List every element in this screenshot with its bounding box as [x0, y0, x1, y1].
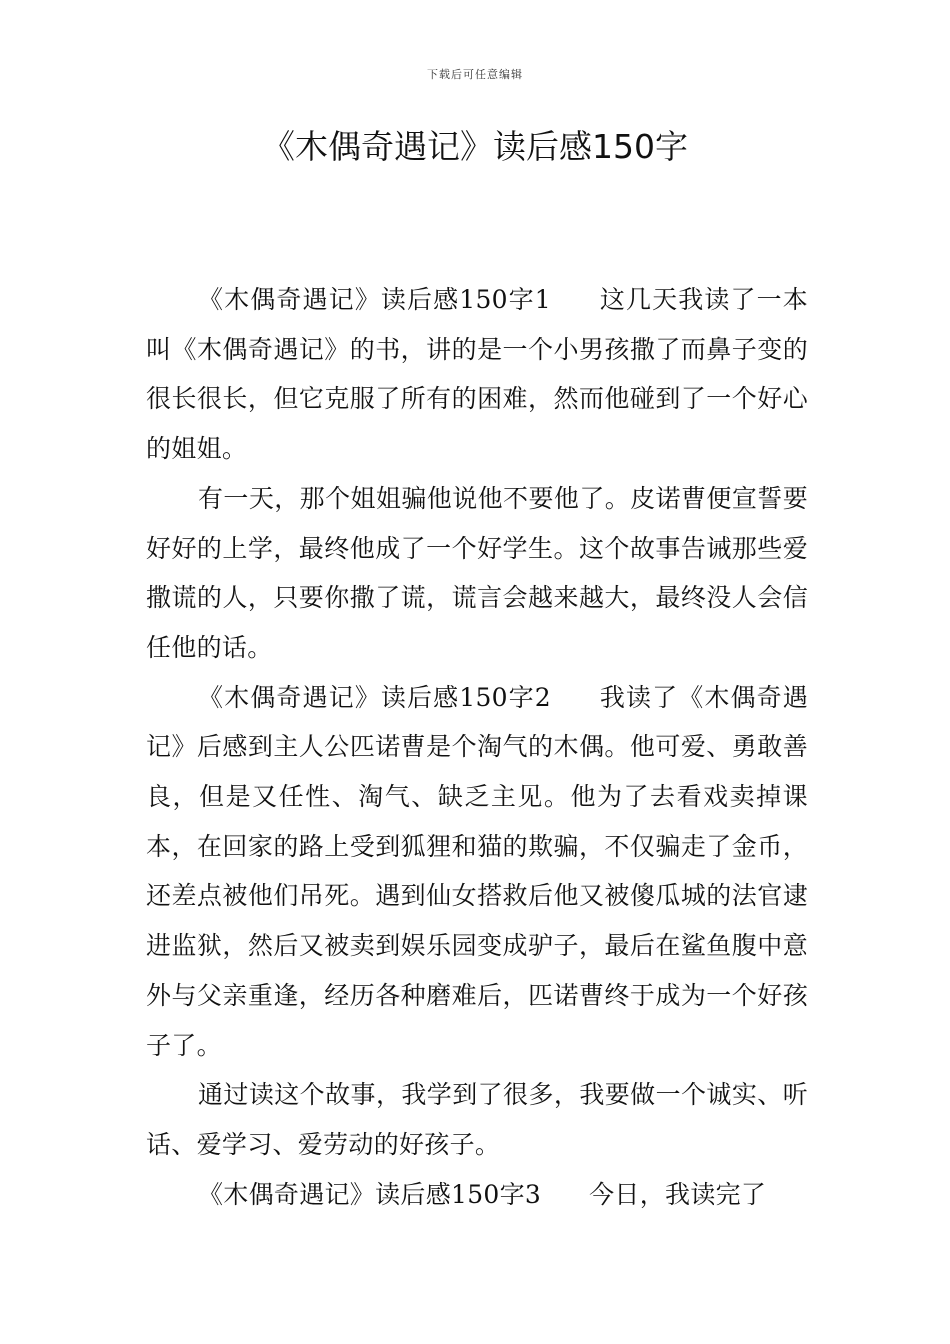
paragraph-text: 通过读这个故事，我学到了很多，我要做一个诚实、听话、爱学习、爱劳动的好孩子。	[146, 1080, 808, 1159]
paragraph-text: 这几天我读了一本叫《木偶奇遇记》的书，讲的是一个小男孩撒了而鼻子变的很长很长，但它克服了所有的困难，然而他碰到了一个好心的姐姐。	[146, 285, 809, 464]
paragraph-text: 有一天，那个姐姐骗他说他不要他了。皮诺曹便宣誓要好好的上学，最终他成了一个好学生。这个故事告诫那些爱撒谎的人，只要你撒了谎，谎言会越来越大，最终没人会信任他的话。	[146, 483, 808, 662]
page-title: 《木偶奇遇记》读后感150字	[262, 127, 688, 166]
paragraph-5	[146, 1170, 808, 1220]
section-heading-3: 《木偶奇遇记》读后感150字3	[198, 1179, 542, 1209]
document-body	[146, 275, 808, 1219]
paragraph-1	[146, 275, 808, 474]
section-heading-1: 《木偶奇遇记》读后感150字1	[198, 285, 552, 314]
paragraph-3	[146, 673, 808, 1071]
header-note: 下载后可任意编辑	[427, 68, 523, 81]
paragraph-text: 我读了《木偶奇遇记》后感到主人公匹诺曹是个淘气的木偶。他可爱、勇敢善良，但是又任性、淘气、缺乏主见。他为了去看戏卖掉课本，在回家的路上受到狐狸和猫的欺骗，不仅骗走了金币，还差点被他们吊死。遇到仙女搭救后他又被傻瓜城的法官逮进监狱，然后又被卖到娱乐园变成驴子，最后在鲨鱼腹中意外与父亲重逢，经历各种磨难后，匹诺曹终于成为一个好孩子了。	[146, 682, 809, 1060]
paragraph-4	[146, 1070, 808, 1169]
paragraph-2	[146, 474, 808, 673]
paragraph-text: 今日，我读完了	[589, 1179, 767, 1209]
section-heading-2: 《木偶奇遇记》读后感150字2	[198, 682, 552, 712]
